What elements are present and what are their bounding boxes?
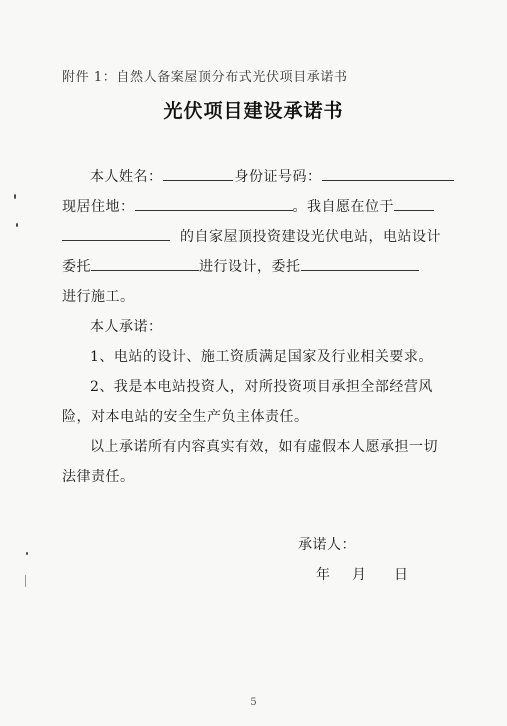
commitment-item-2-line-1: 2、我是本电站投资人，对所投资项目承担全部经营风 [90, 379, 433, 395]
date-day: 日 [394, 567, 409, 583]
address-field [135, 196, 293, 211]
date-year: 年 [316, 567, 331, 583]
scan-speck [26, 552, 28, 555]
id-field [322, 166, 454, 181]
commitment-intro: 本人承诺： [90, 319, 163, 335]
address-row [62, 196, 434, 216]
design-prefix: 委托 [62, 259, 91, 275]
id-label: 身份证号码： [234, 169, 322, 185]
address-tail: 。我自愿在位于 [292, 199, 394, 215]
design-row [62, 256, 419, 276]
construction-row: 进行施工。 [62, 289, 135, 305]
scan-speck [14, 194, 16, 199]
location-field [62, 226, 170, 241]
location-field-start [394, 196, 434, 211]
page-number: 5 [250, 697, 257, 708]
date-month: 月 [352, 567, 367, 583]
commitment-item-1: 1、电站的设计、施工资质满足国家及行业相关要求。 [90, 349, 433, 365]
closing-line-1: 以上承诺所有内容真实有效，如有虚假本人愿承担一切 [90, 439, 438, 455]
signature-label: 承诺人： [298, 537, 356, 553]
scan-speck [16, 223, 18, 227]
design-middle: 进行设计，委托 [199, 259, 301, 275]
name-id-row [90, 166, 454, 186]
location-tail: 的自家屋顶投资建设光伏电站，电站设计 [180, 229, 441, 245]
attachment-header: 附件 1：自然人备案屋顶分布式光伏项目承诺书 [62, 70, 348, 85]
scan-speck [25, 575, 26, 587]
construction-company-field [301, 256, 419, 271]
commitment-item-2-line-2: 险，对本电站的安全生产负主体责任。 [62, 409, 309, 425]
design-company-field [91, 256, 199, 271]
address-label: 现居住地： [62, 199, 135, 215]
name-field [163, 166, 233, 181]
location-row [62, 226, 441, 246]
name-label: 本人姓名： [90, 169, 163, 185]
page-title: 光伏项目建设承诺书 [163, 100, 344, 122]
closing-line-2: 法律责任。 [62, 469, 135, 485]
